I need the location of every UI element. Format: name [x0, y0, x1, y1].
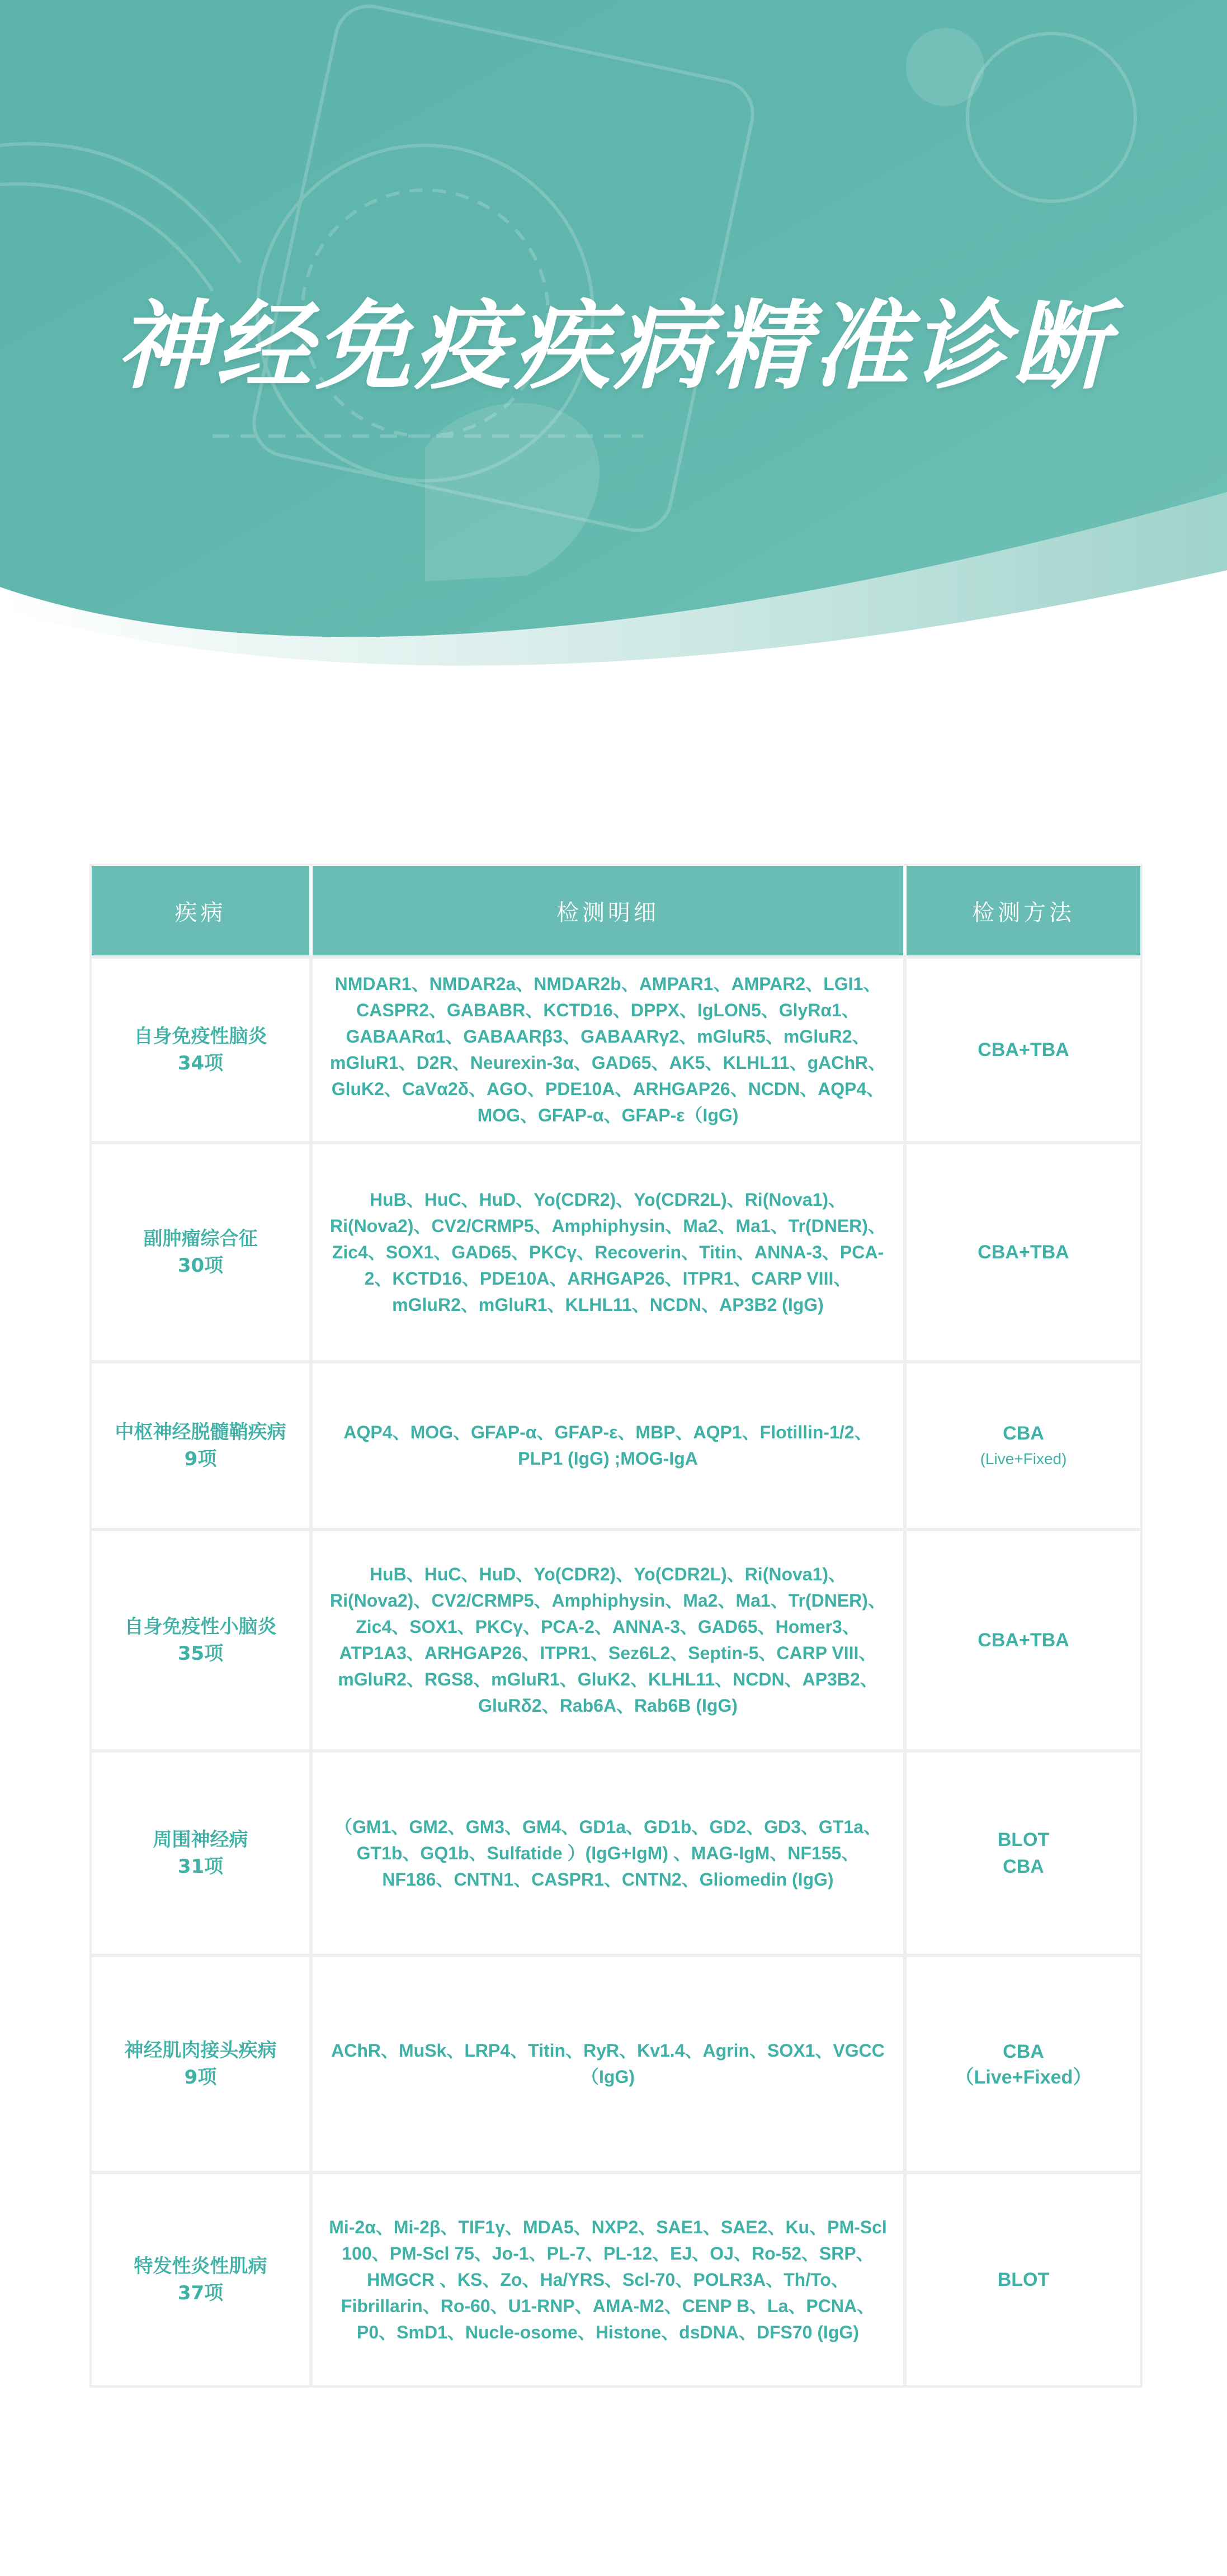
disease-name: 神经肌肉接头疾病	[124, 2039, 277, 2062]
detail-text: NMDAR1、NMDAR2a、NMDAR2b、AMPAR1、AMPAR2、LGI1、CASPR2、GABABR、KCTD16、DPPX、IgLON5、GlyRα1、GABAARα1、GABAARβ3、GABAARγ2、mGluR5、mGluR2、mGluR1、D2R、Neurexin-3α、GAD65、AK5、KLHL11、gAChR、GluK2、CaVα2δ、AGO、PDE10A、ARHGAP26、NCDN、AQP4、MOG、GFAP-α、GFAP-ε（IgG)	[329, 974, 886, 1125]
detail-text: AQP4、MOG、GFAP-α、GFAP-ε、MBP、AQP1、Flotillin-1/2、PLP1 (IgG) ;MOG-IgA	[343, 1422, 872, 1469]
detail-text: HuB、HuC、HuD、Yo(CDR2)、Yo(CDR2L)、Ri(Nova1)、Ri(Nova2)、CV2/CRMP5、Amphiphysin、Ma2、Ma1、Tr(DNER)、Zic4、SOX1、PKCγ、PCA-2、ANNA-3、GAD65、Homer3、ATP1A3、ARHGAP26、ITPR1、Sez6L2、Septin-5、CARP VIII、mGluR2、RGS8、mGluR1、GluK2、KLHL11、NCDN、AP3B2、GluRδ2、Rab6A、Rab6B (IgG)	[330, 1564, 886, 1716]
detail-cell	[313, 1360, 907, 1528]
disease-name: 特发性炎性肌病	[134, 2255, 267, 2277]
method-text: CBA+TBA	[978, 1630, 1069, 1651]
method-subtext: CBA	[1003, 1856, 1044, 1877]
method-cell	[907, 1360, 1140, 1528]
table-row	[92, 955, 1140, 1141]
detail-cell	[313, 1528, 907, 1749]
disease-count: 9项	[184, 1448, 217, 1470]
detail-text: （GM1、GM2、GM3、GM4、GD1a、GD1b、GD2、GD3、GT1a、GT1b、GQ1b、Sulfatide ）(IgG+IgM) 、MAG-IgM、NF155、NF186、CNTN1、CASPR1、CNTN2、Gliomedin (IgG)	[334, 1816, 881, 1890]
detail-text: Mi-2α、Mi-2β、TIF1γ、MDA5、NXP2、SAE1、SAE2、Ku、PM-Scl 100、PM-Scl 75、Jo-1、PL-7、PL-12、EJ、OJ、Ro-52、SRP、HMGCR 、KS、Zo、Ha/YRS、Scl-70、POLR3A、Th/To、Fibrillarin、Ro-60、U1-RNP、AMA-M2、CENP B、La、PCNA、P0、SmD1、Nucle-osome、Histone、dsDNA、DFS70 (IgG)	[329, 2217, 887, 2342]
detail-cell	[313, 1141, 907, 1360]
detail-text: AChR、MuSk、LRP4、Titin、RyR、Kv1.4、Agrin、SOX1、VGCC（IgG)	[331, 2040, 885, 2087]
method-text: CBA+TBA	[978, 1242, 1069, 1263]
method-cell	[907, 2171, 1140, 2385]
diagnosis-table-container	[89, 864, 1138, 2388]
method-text: CBA	[1003, 1423, 1044, 1444]
disease-cell	[92, 1528, 313, 1749]
disease-count: 35项	[177, 1642, 224, 1665]
table-row	[92, 2171, 1140, 2385]
disease-count: 30项	[177, 1254, 224, 1277]
method-cell	[907, 1528, 1140, 1749]
disease-name: 自身免疫性小脑炎	[124, 1616, 277, 1638]
detail-cell	[313, 1749, 907, 1954]
table-row	[92, 1954, 1140, 2171]
method-text: CBA	[1003, 2041, 1044, 2062]
disease-cell	[92, 1954, 313, 2171]
detail-cell	[313, 1954, 907, 2171]
method-cell	[907, 955, 1140, 1141]
detail-cell	[313, 2171, 907, 2385]
disease-cell	[92, 2171, 313, 2385]
table-row	[92, 1141, 1140, 1360]
table-header-row	[92, 866, 1140, 955]
method-cell	[907, 1954, 1140, 2171]
detail-text: HuB、HuC、HuD、Yo(CDR2)、Yo(CDR2L)、Ri(Nova1)、Ri(Nova2)、CV2/CRMP5、Amphiphysin、Ma2、Ma1、Tr(DNER)、Zic4、SOX1、GAD65、PKCγ、Recoverin、Titin、ANNA-3、PCA-2、KCTD16、PDE10A、ARHGAP26、ITPR1、CARP VIII、mGluR2、mGluR1、KLHL11、NCDN、AP3B2 (IgG)	[330, 1189, 886, 1315]
method-subtext: (Live+Fixed)	[980, 1450, 1067, 1467]
disease-cell	[92, 1749, 313, 1954]
page-title: 神经免疫疾病精准诊断	[116, 290, 1111, 402]
method-cell	[907, 1141, 1140, 1360]
hero-banner	[0, 0, 1227, 688]
disease-count: 31项	[177, 1855, 224, 1878]
method-text: BLOT	[997, 1829, 1050, 1850]
header-disease: 疾病	[92, 866, 313, 955]
header-detail: 检测明细	[313, 866, 907, 955]
disease-count: 34项	[177, 1052, 224, 1074]
disease-name: 副肿瘤综合征	[143, 1228, 258, 1250]
disease-name: 周围神经病	[153, 1829, 248, 1851]
diagnosis-table	[89, 864, 1143, 2388]
header-method: 检测方法	[907, 866, 1140, 955]
method-subtext: （Live+Fixed）	[955, 2067, 1092, 2088]
method-text: CBA+TBA	[978, 1039, 1069, 1060]
disease-name: 中枢神经脱髓鞘疾病	[115, 1421, 286, 1443]
disease-count: 9项	[184, 2066, 217, 2089]
disease-name: 自身免疫性脑炎	[134, 1025, 267, 1048]
method-text: BLOT	[997, 2269, 1050, 2290]
disease-count: 37项	[177, 2282, 224, 2304]
table-row	[92, 1749, 1140, 1954]
disease-cell	[92, 1141, 313, 1360]
detail-cell	[313, 955, 907, 1141]
method-cell	[907, 1749, 1140, 1954]
table-row	[92, 1360, 1140, 1528]
disease-cell	[92, 955, 313, 1141]
disease-cell	[92, 1360, 313, 1528]
table-row	[92, 1528, 1140, 1749]
